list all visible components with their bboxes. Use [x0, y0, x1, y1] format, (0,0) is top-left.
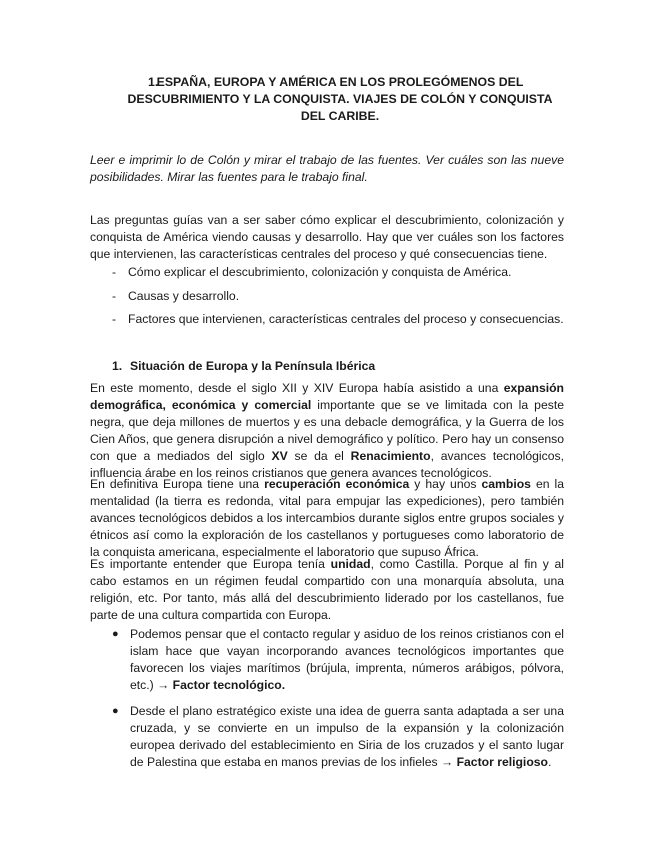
bullet-marker: ● [112, 705, 119, 717]
list-item [90, 626, 564, 694]
title-line-2: DESCUBRIMIENTO Y LA CONQUISTA. VIAJES DE COLÓN Y CONQUISTA [127, 92, 553, 106]
list-item [90, 703, 564, 771]
bold-term: XV [271, 449, 288, 463]
title-line-3: DEL CARIBE. [300, 109, 380, 123]
bold-term: expansión demográfica, económica y comercial [90, 381, 564, 412]
paragraph-unity [90, 556, 564, 624]
note-paragraph: Leer e imprimir lo de Colón y mirar el trabajo de las fuentes. Ver cuáles son las nueve posibilidades. Mirar las fuentes para le trabajo final. [90, 153, 564, 184]
intro-paragraph: Las preguntas guías van a ser saber cómo explicar el descubrimiento, colonización y conquista de América viendo causas y desarrollo. Hay que ver cuáles son los factores que intervienen, las características centrales del proceso y qué consecuencias tiene. [90, 213, 564, 261]
bold-term: recuperación económica [264, 477, 410, 491]
text-run: se da el [287, 449, 351, 463]
text-run: Desde el plano estratégico existe una idea de guerra santa adaptada a ser una cruzada, y se convierte en un impulso de la expansión y la colonización europea derivado del establecimiento en Siria de los cruzados y el santo lugar de Palestina que estaba en manos previas de los infieles [130, 704, 564, 769]
factor-bullet-list [90, 626, 564, 771]
section-title: Situación de Europa y la Península Ibérica [130, 359, 376, 373]
text-run: Podemos pensar que el contacto regular y asiduo de los reinos cristianos con el islam hace que vayan incorporando avances tecnológicos importantes que favorecen los viajes marítimos (brújula, imprenta, números arábigos, pólvora, etc.) [130, 627, 564, 692]
document-title [120, 74, 560, 125]
text-run: , como Castilla. Porque al fin y al cabo estamos en un régimen feudal compartido con una monarquía absoluta, una religión, etc. Por tanto, más allá del descubrimiento liderado por los castellanos, fue parte de una cultura compartida con Europa. [90, 557, 564, 622]
dash-marker: - [112, 265, 117, 279]
list-item [90, 311, 564, 335]
section-number: 1. [112, 359, 123, 373]
paragraph-europe-situation [90, 380, 564, 482]
arrow-icon: → [440, 755, 454, 769]
bold-term: Factor religioso [456, 755, 548, 769]
bold-term: cambios [481, 477, 531, 491]
list-item-text: Cómo explicar el descubrimiento, colonización y conquista de América. [128, 265, 512, 279]
text-run: En definitiva Europa tiene una [90, 477, 265, 491]
list-item-text: Factores que intervienen, características centrales del proceso y consecuencias. [128, 312, 564, 326]
title-line-1: ESPAÑA, EUROPA Y AMÉRICA EN LOS PROLEGÓMENOS DEL [156, 75, 524, 89]
title-number: 1. [148, 75, 159, 89]
text-run: , avances tecnológicos, influencia árabe en los reinos cristianos que genera avances tecnológicos. [90, 449, 564, 480]
bold-term: Factor tecnológico. [172, 678, 286, 692]
text-run: . [548, 755, 552, 769]
bold-term: Renacimiento [350, 449, 431, 463]
text-run: En este momento, desde el siglo XII y XIV Europa había asistido a una [90, 381, 504, 395]
section-heading [90, 358, 375, 375]
paragraph-recovery [90, 476, 564, 561]
arrow-icon: → [157, 678, 170, 692]
list-item-text: Causas y desarrollo. [128, 288, 240, 303]
text-run: y hay unos [409, 477, 482, 491]
list-item [90, 264, 564, 288]
bold-term: unidad [330, 557, 371, 571]
dash-marker: - [112, 288, 117, 303]
dash-marker: - [112, 312, 117, 326]
bullet-marker: ● [112, 628, 119, 640]
text-run: importante que se ve limitada con la peste negra, que deja millones de muertos y es una debacle demográfica, y la Guerra de los Cien Años, que genera disrupción a nivel demográfico y político. Pero hay un consenso con que a mediados del siglo [90, 398, 564, 463]
guide-list [90, 264, 564, 335]
text-run: Es importante entender que Europa tenía [90, 557, 331, 571]
list-item [90, 288, 564, 312]
text-run: en la mentalidad (la tierra es redonda, vital para empujar las expediciones), pero también avances tecnológicos debidos a los intercambios durante siglos entre grupos sociales y étnicos así como la exploración de los castellanos y portugueses como laboratorio de la conquista americana, especialmente el laboratorio que supuso África. [90, 477, 564, 559]
